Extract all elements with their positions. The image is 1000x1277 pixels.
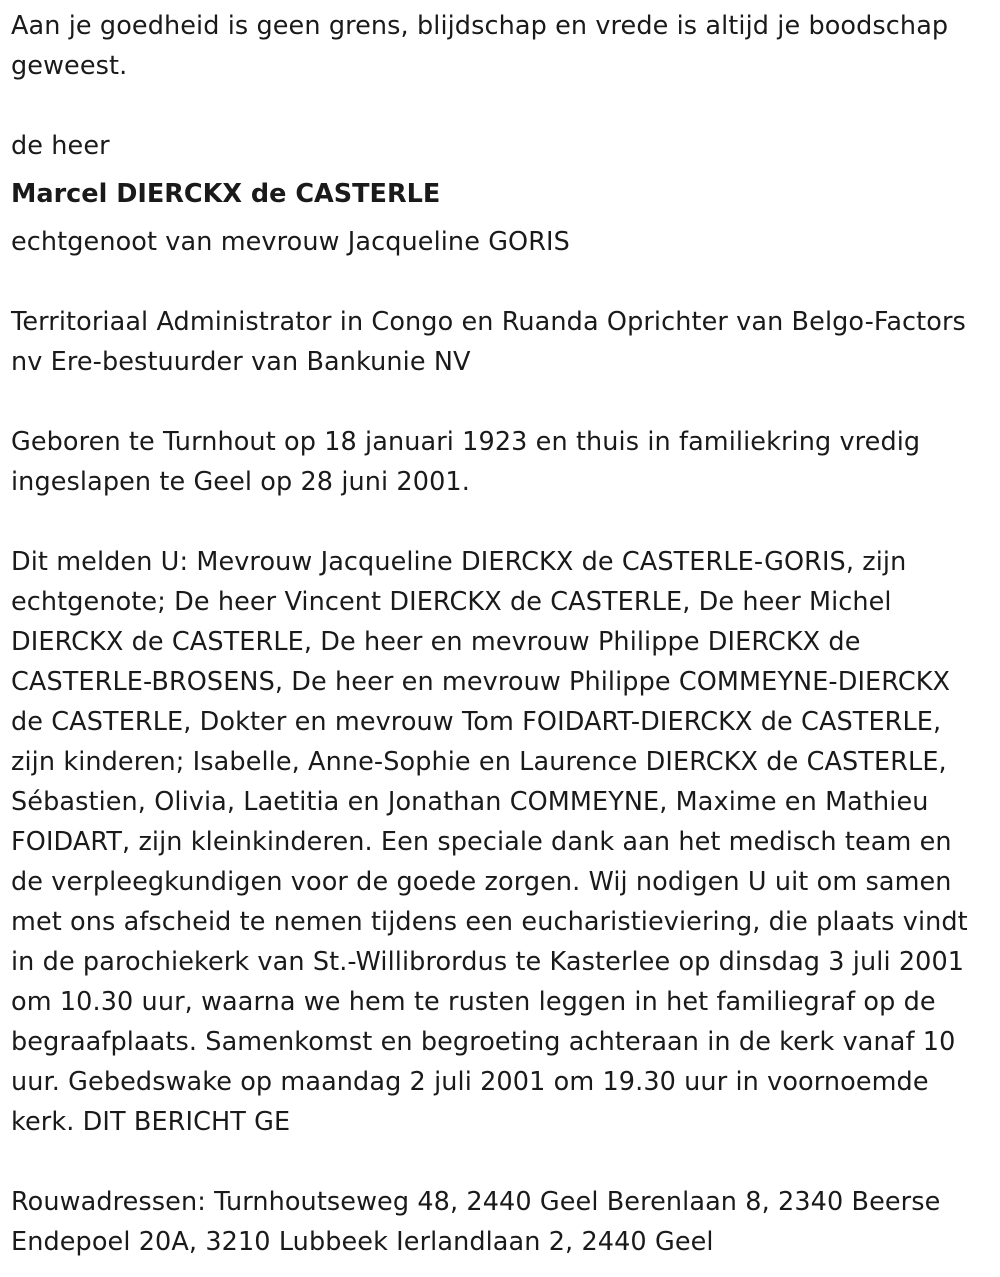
salutation: de heer <box>11 131 110 161</box>
spouse-line: echtgenoot van mevrouw Jacqueline GORIS <box>11 227 570 257</box>
spacer <box>11 1142 988 1182</box>
opening-verse: Aan je goedheid is geen grens, blijdschap en vrede is altijd je boodschap geweest. <box>11 11 949 81</box>
titles-paragraph: Territoriaal Administrator in Congo en Ruanda Oprichter van Belgo-Factors nv Ere-bestuurder van Bankunie NV <box>11 307 966 377</box>
birth-death-paragraph: Geboren te Turnhout op 18 januari 1923 en thuis in familiekring vredig ingeslapen te Geel op 28 juni 2001. <box>11 427 921 497</box>
spacer <box>11 502 988 542</box>
spacer <box>11 86 988 126</box>
announcement-paragraph: Dit melden U: Mevrouw Jacqueline DIERCKX de CASTERLE-GORIS, zijn echtgenote; De heer Vincent DIERCKX de CASTERLE, De heer Michel DIERCKX de CASTERLE, De heer en mevrouw Philippe DIERCKX de CASTERLE-BROSENS, De heer en mevrouw Philippe COMMEYNE-DIERCKX de CASTERLE, Dokter en mevrouw Tom FOIDART-DIERCKX de CASTERLE, zijn kinderen; Isabelle, Anne-Sophie en Laurence DIERCKX de CASTERLE, Sébastien, Olivia, Laetitia en Jonathan COMMEYNE, Maxime en Mathieu FOIDART, zijn kleinkinderen. Een speciale dank aan het medisch team en de verpleegkundigen voor de goede zorgen. Wij nodigen U uit om samen met ons afscheid te nemen tijdens een eucharistieviering, die plaats vindt in de parochiekerk van St.-Willibrordus te Kasterlee op dinsdag 3 juli 2001 om 10.30 uur, waarna we hem te rusten leggen in het familiegraf op de begraafplaats. Samenkomst en begroeting achteraan in de kerk vanaf 10 uur. Gebedswake op maandag 2 juli 2001 om 19.30 uur in voornoemde kerk. DIT BERICHT GE <box>11 547 968 1137</box>
deceased-name: Marcel DIERCKX de CASTERLE <box>11 179 441 209</box>
spacer <box>11 382 988 422</box>
mourning-addresses: Rouwadressen: Turnhoutseweg 48, 2440 Geel Berenlaan 8, 2340 Beerse Endepoel 20A, 3210 Lubbeek Ierlandlaan 2, 2440 Geel <box>11 1187 941 1257</box>
spacer <box>11 262 988 302</box>
